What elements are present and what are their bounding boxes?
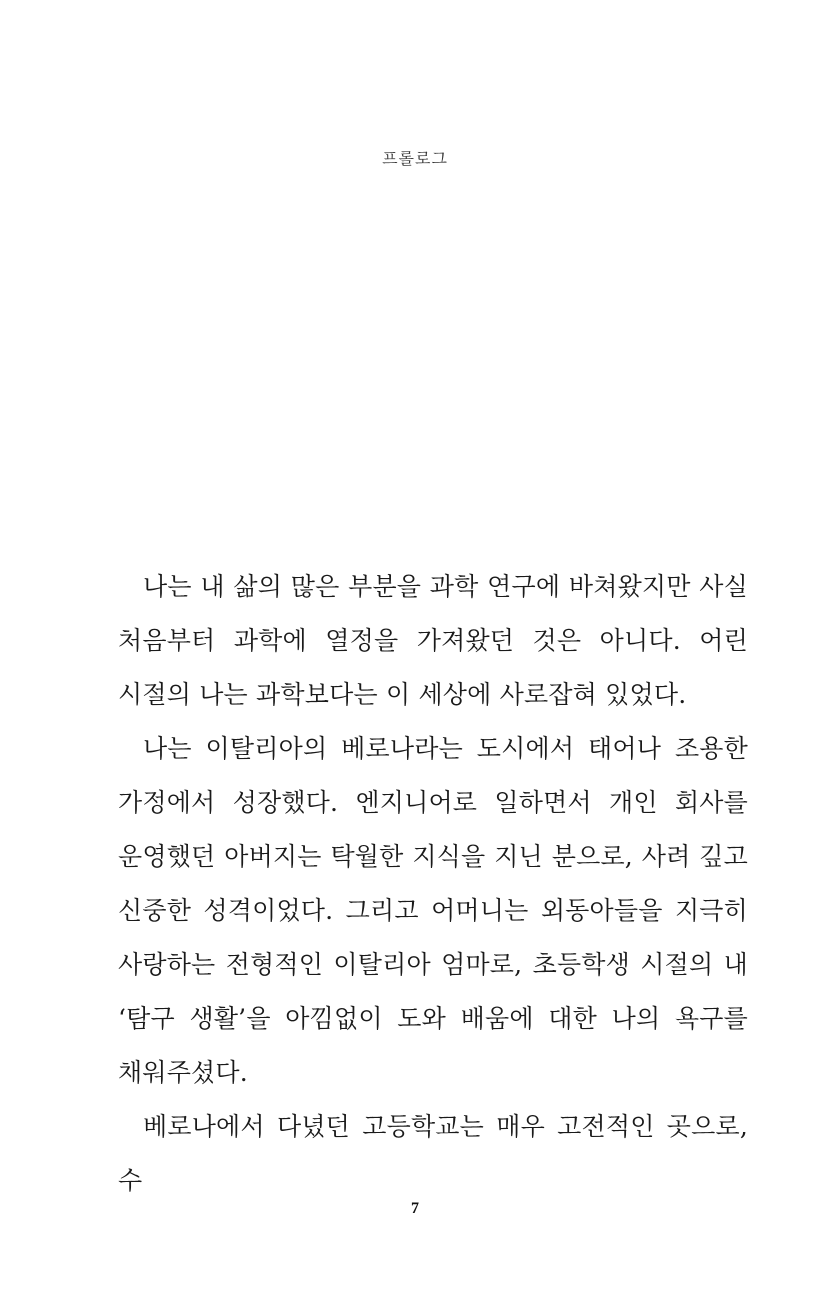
paragraph: 나는 이탈리아의 베로나라는 도시에서 태어나 조용한 가정에서 성장했다. 엔지니어로 일하면서 개인 회사를 운영했던 아버지는 탁월한 지식을 지닌 분으로, 사려 깊고 신중한 성격이었다. 그리고 어머니는 외동아들을 지극히 사랑하는 전형적인 이탈리아 엄마로, 초등학생 시절의 내 ‘탐구 생활’을 아낌없이 도와 배움에 대한 나의 욕구를 채워주셨다. — [118, 734, 748, 1087]
running-header: 프롤로그 — [382, 149, 448, 168]
paragraph: 베로나에서 다녔던 고등학교는 매우 고전적인 곳으로, 수 — [118, 1112, 748, 1195]
page-number: 7 — [411, 1200, 419, 1217]
paragraph: 나는 내 삶의 많은 부분을 과학 연구에 바쳐왔지만 사실 처음부터 과학에 열정을 가져왔던 것은 아니다. 어린 시절의 나는 과학보다는 이 세상에 사로잡혀 있었다. — [118, 572, 748, 709]
body-text — [118, 560, 748, 1208]
